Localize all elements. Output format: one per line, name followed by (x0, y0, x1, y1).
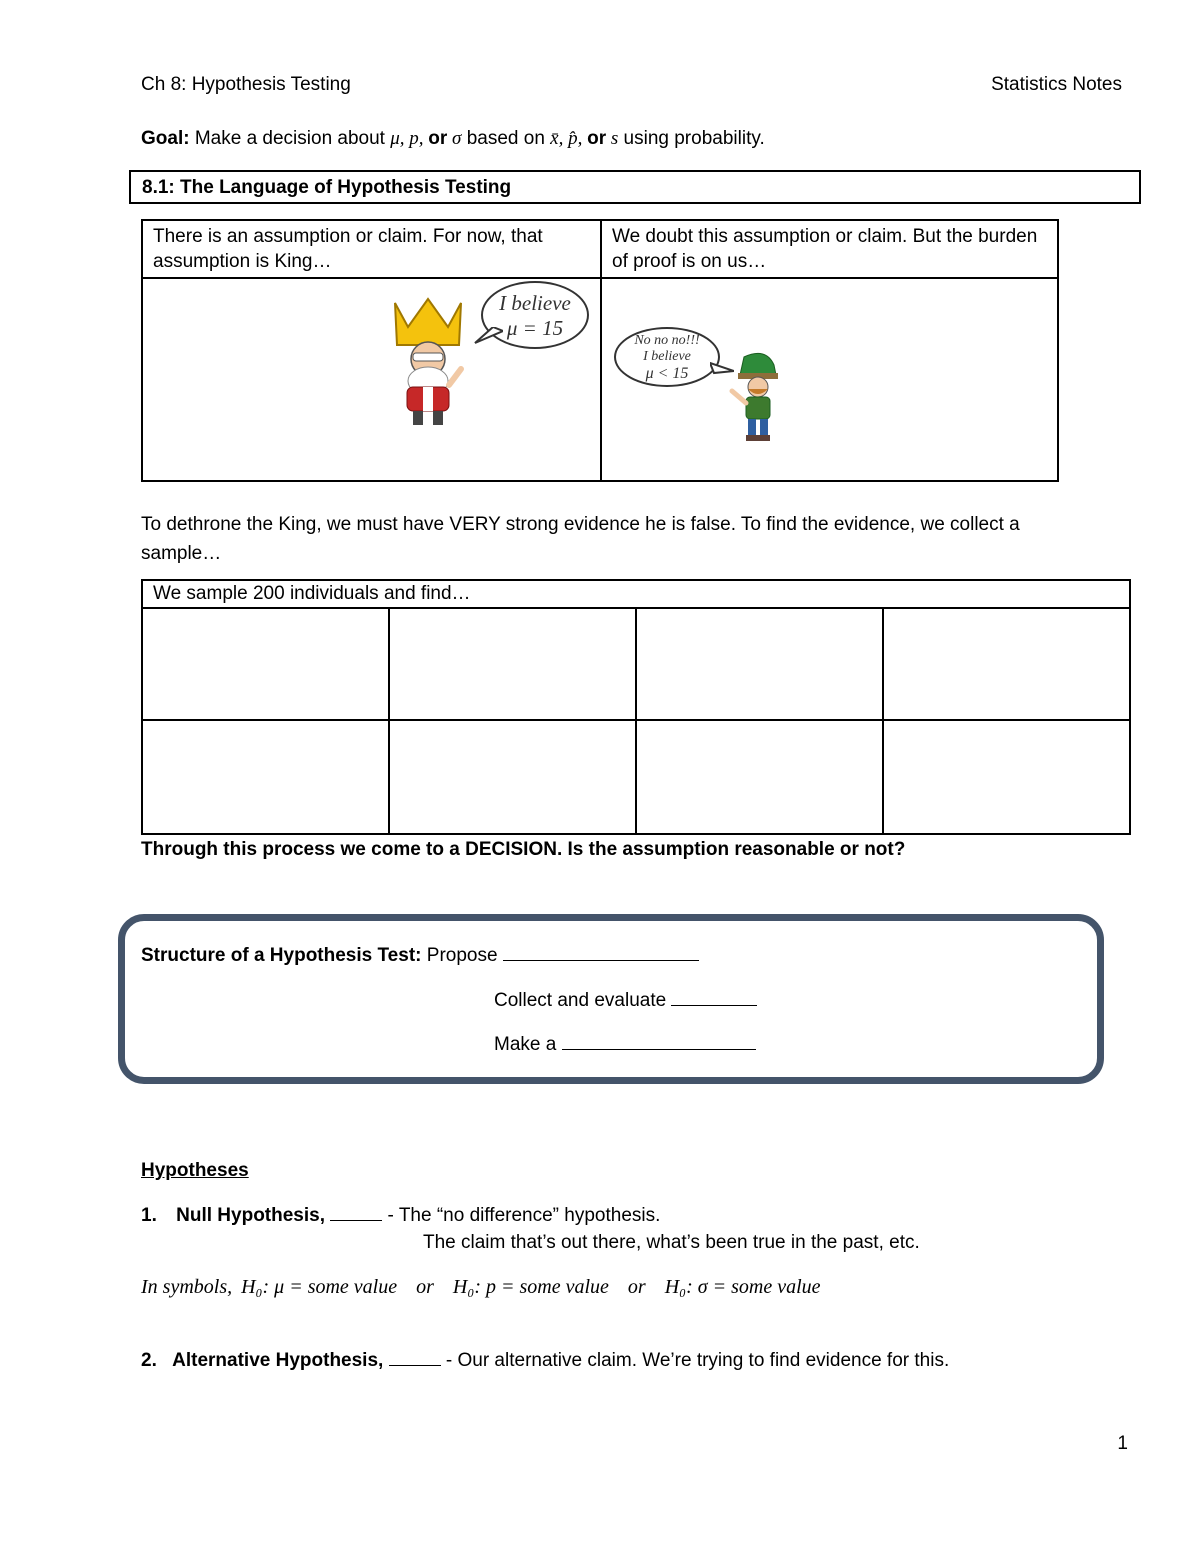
hypotheses-heading: Hypotheses (141, 1160, 249, 1181)
null-symbols-line (141, 1276, 821, 1299)
structure-label: Structure of a Hypothesis Test: (141, 945, 422, 966)
sample-cell[interactable] (883, 608, 1130, 720)
structure-make: Make a (494, 1034, 557, 1055)
symbols-mu: H₀: μ = some value (241, 1276, 398, 1298)
decision-text: Through this process we come to a DECISION. Is the assumption reasonable or not? (141, 839, 906, 860)
alt-number: 2. (141, 1350, 157, 1371)
king-bubble-tail (473, 327, 503, 347)
null-hypothesis-line (141, 1204, 660, 1227)
king-bubble-line-1: I believe (499, 291, 571, 315)
sample-cell[interactable] (142, 608, 389, 720)
claim-header-left: There is an assumption or claim. For now, that assumption is King… (142, 220, 601, 278)
sample-cell[interactable] (142, 720, 389, 834)
symbols-or-1: or (416, 1276, 434, 1298)
structure-line-3 (494, 1033, 756, 1056)
elf-icon (726, 351, 786, 443)
symbols-intro: In symbols, (141, 1276, 233, 1298)
goal-text-c: using probability. (618, 128, 765, 149)
structure-propose: Propose (426, 945, 498, 966)
alt-blank[interactable] (389, 1349, 441, 1366)
sample-cell[interactable] (636, 720, 883, 834)
null-number: 1. (141, 1205, 157, 1226)
null-label: Null Hypothesis, (176, 1205, 325, 1226)
sample-table-header: We sample 200 individuals and find… (142, 580, 1130, 608)
alt-desc: - Our alternative claim. We’re trying to find evidence for this. (440, 1350, 950, 1371)
alt-hypothesis-line (141, 1349, 949, 1372)
propose-blank[interactable] (503, 944, 699, 961)
sample-cell[interactable] (389, 720, 636, 834)
section-title-box (129, 170, 1141, 204)
dethrone-paragraph: To dethrone the King, we must have VERY strong evidence he is false. To find the evidence, we collect a sample… (141, 514, 1020, 564)
null-desc: - The “no difference” hypothesis. (382, 1205, 661, 1226)
goal-or-1: or (428, 128, 448, 149)
king-bubble-line-2: μ = 15 (506, 316, 564, 340)
elf-speech-bubble (614, 327, 720, 387)
claim-header-right: We doubt this assumption or claim. But the burden of proof is on us… (601, 220, 1058, 278)
make-blank[interactable] (562, 1033, 756, 1050)
elf-bubble-line-2: I believe (643, 349, 691, 364)
goal-line (141, 128, 765, 150)
goal-text-a: Make a decision about (189, 128, 391, 149)
symbols-p: H₀: p = some value (452, 1276, 609, 1298)
king-cell (142, 278, 601, 481)
alt-label: Alternative Hypothesis, (172, 1350, 384, 1371)
page-number: 1 (1117, 1433, 1128, 1454)
section-title: 8.1: The Language of Hypothesis Testing (142, 177, 512, 198)
null-blank[interactable] (330, 1204, 382, 1221)
sample-cell[interactable] (389, 608, 636, 720)
symbols-sigma: H₀: σ = some value (664, 1276, 821, 1298)
elf-cell (601, 278, 1058, 481)
goal-params: μ, p, (390, 128, 429, 149)
goal-stats: x̄, p̂, (550, 128, 588, 149)
symbols-or-2: or (627, 1276, 646, 1298)
header-course-title: Statistics Notes (991, 74, 1122, 95)
claim-table (141, 219, 1059, 482)
goal-or-2: or (587, 128, 607, 149)
goal-label: Goal: (141, 128, 190, 149)
structure-box (118, 914, 1104, 1084)
null-desc-2: The claim that’s out there, what’s been true in the past, etc. (423, 1232, 920, 1253)
structure-collect: Collect and evaluate (494, 990, 667, 1011)
collect-blank[interactable] (671, 989, 757, 1006)
structure-line-1 (141, 944, 699, 967)
elf-bubble-line-3: μ < 15 (645, 365, 689, 382)
goal-s: s (606, 128, 619, 149)
structure-line-2 (494, 989, 757, 1012)
sample-cell[interactable] (883, 720, 1130, 834)
sample-table (141, 579, 1131, 835)
sample-cell[interactable] (636, 608, 883, 720)
king-icon (383, 297, 473, 429)
elf-bubble-line-1: No no no!!! (634, 333, 700, 348)
goal-sigma: σ (447, 128, 462, 149)
goal-text-b: based on (461, 128, 551, 149)
header-chapter-title: Ch 8: Hypothesis Testing (141, 74, 351, 95)
